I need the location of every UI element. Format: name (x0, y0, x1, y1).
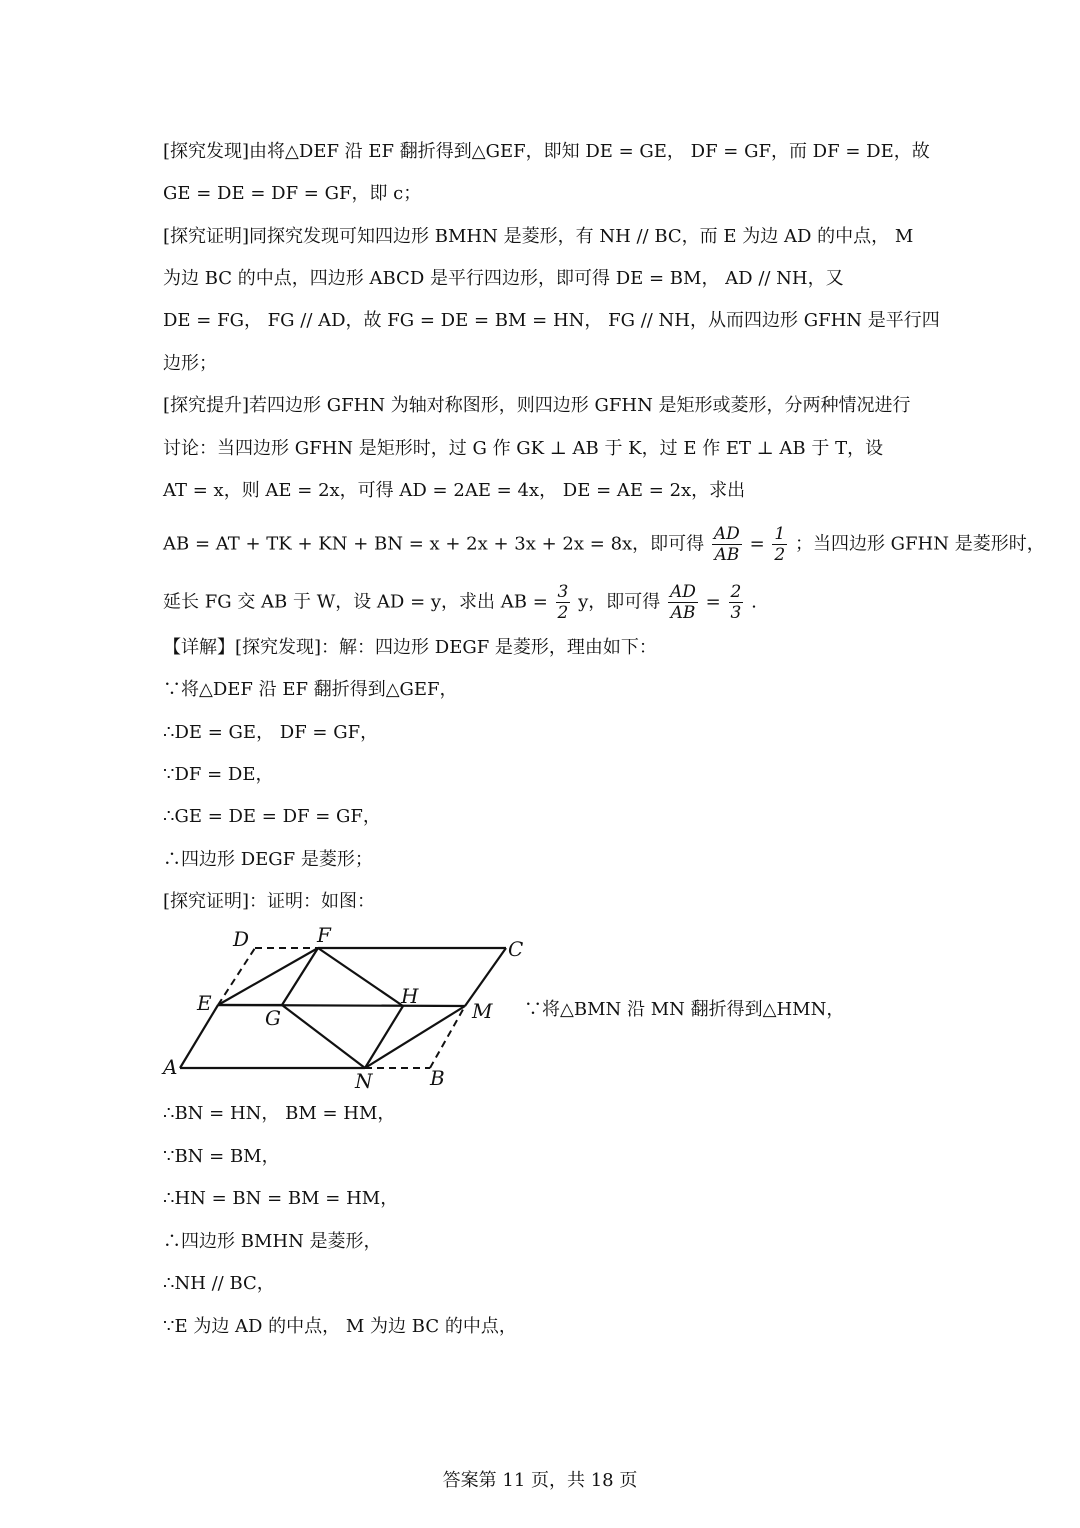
text-line: [探究证明]同探究发现可知四边形 BMHN 是菱形，有 NH // BC，而 E 为边 AD 的中点， M (163, 226, 914, 247)
text-line: AT = x，则 AE = 2x，可得 AD = 2AE = 4x， DE = AE = 2x，求出 (163, 480, 746, 501)
fraction-den: AB (714, 545, 740, 565)
page-footer: 答案第 11 页，共 18 页 (442, 1470, 638, 1491)
text-line: [探究提升]若四边形 GFHN 为轴对称图形，则四边形 GFHN 是矩形或菱形，分两种情况进行 (163, 395, 911, 416)
equals-sign: = (705, 591, 721, 613)
fraction-num: AD (670, 582, 696, 602)
label-c: C (508, 937, 524, 961)
text-line: ∴HN = BN = BM = HM， (163, 1188, 399, 1209)
formula-text: AB = AT + TK + KN + BN = x + 2x + 3x + 2x = 8x，即可得 (163, 533, 705, 555)
dashed-ed (218, 948, 255, 1005)
edge-nm (365, 1006, 465, 1068)
text-line: ∴DE = GE， DF = GF， (163, 722, 379, 743)
edge-fh (318, 948, 403, 1006)
text-line: DE = FG， FG // AD，故 FG = DE = BM = HN， FG // NH，从而四边形 GFHN 是平行四 (163, 310, 940, 331)
text-line: 为边 BC 的中点，四边形 ABCD 是平行四边形，即可得 DE = BM， AD // NH，又 (163, 268, 844, 289)
label-b: B (430, 1066, 445, 1090)
text-line: ∴NH // BC， (163, 1273, 275, 1294)
label-h: H (401, 984, 419, 1008)
text-line: [探究发现]由将△DEF 沿 EF 翻折得到△GEF，即知 DE = GE， DF = GF，而 DF = DE，故 (163, 141, 930, 162)
fraction-den: 3 (730, 603, 742, 623)
text-line: GE = DE = DF = GF，即 c； (163, 183, 422, 204)
fraction-num: 3 (557, 582, 569, 602)
label-g: G (265, 1006, 281, 1030)
text-line: ∵E 为边 AD 的中点， M 为边 BC 的中点， (163, 1316, 517, 1337)
fraction-num: 1 (774, 524, 786, 544)
equals-sign: = (749, 533, 765, 555)
fraction-den: AB (670, 603, 696, 623)
edge-hn (365, 1006, 403, 1068)
formula-text: . (751, 591, 757, 613)
edge-cm (465, 948, 506, 1006)
text-line: ∵将△DEF 沿 EF 翻折得到△GEF， (163, 679, 458, 700)
text-line: [探究证明]：证明：如图： (163, 891, 376, 912)
label-d: D (233, 927, 250, 951)
formula-text: y，即可得 (578, 591, 661, 613)
label-f: F (317, 923, 331, 947)
text-line: ∴四边形 DEGF 是菱形； (163, 849, 373, 870)
fraction-num: AD (713, 524, 740, 544)
text-line: ∴BN = HN， BM = HM， (163, 1103, 396, 1124)
label-e: E (197, 991, 212, 1015)
edge-gf (282, 948, 318, 1005)
dashed-bm (430, 1006, 465, 1068)
edge-ef (218, 948, 318, 1005)
label-n: N (355, 1069, 373, 1093)
text-line: 【详解】[探究发现]：解：四边形 DEGF 是菱形，理由如下： (163, 637, 657, 658)
text-line: ∴四边形 BMHN 是菱形， (163, 1231, 382, 1252)
text-line: ∴GE = DE = DF = GF， (163, 806, 381, 827)
figure-caption: ∵将△BMN 沿 MN 翻折得到△HMN， (524, 999, 845, 1020)
formula-text: ；当四边形 GFHN 是菱形时， (794, 533, 1045, 555)
label-a: A (163, 1055, 178, 1079)
text-line: ∵BN = BM， (163, 1146, 280, 1167)
edge-gn (282, 1005, 365, 1068)
text-line: 边形； (163, 353, 217, 374)
formula-text: 延长 FG 交 AB 于 W，设 AD = y，求出 AB = (163, 591, 548, 613)
fraction-num: 2 (730, 582, 742, 602)
text-line: ∵DF = DE， (163, 764, 274, 785)
text-line: 讨论：当四边形 GFHN 是矩形时，过 G 作 GK ⊥ AB 于 K，过 E 作 ET ⊥ AB 于 T，设 (163, 438, 884, 459)
fraction-den: 2 (557, 603, 569, 623)
label-m: M (472, 999, 493, 1023)
fraction-den: 2 (774, 545, 786, 565)
